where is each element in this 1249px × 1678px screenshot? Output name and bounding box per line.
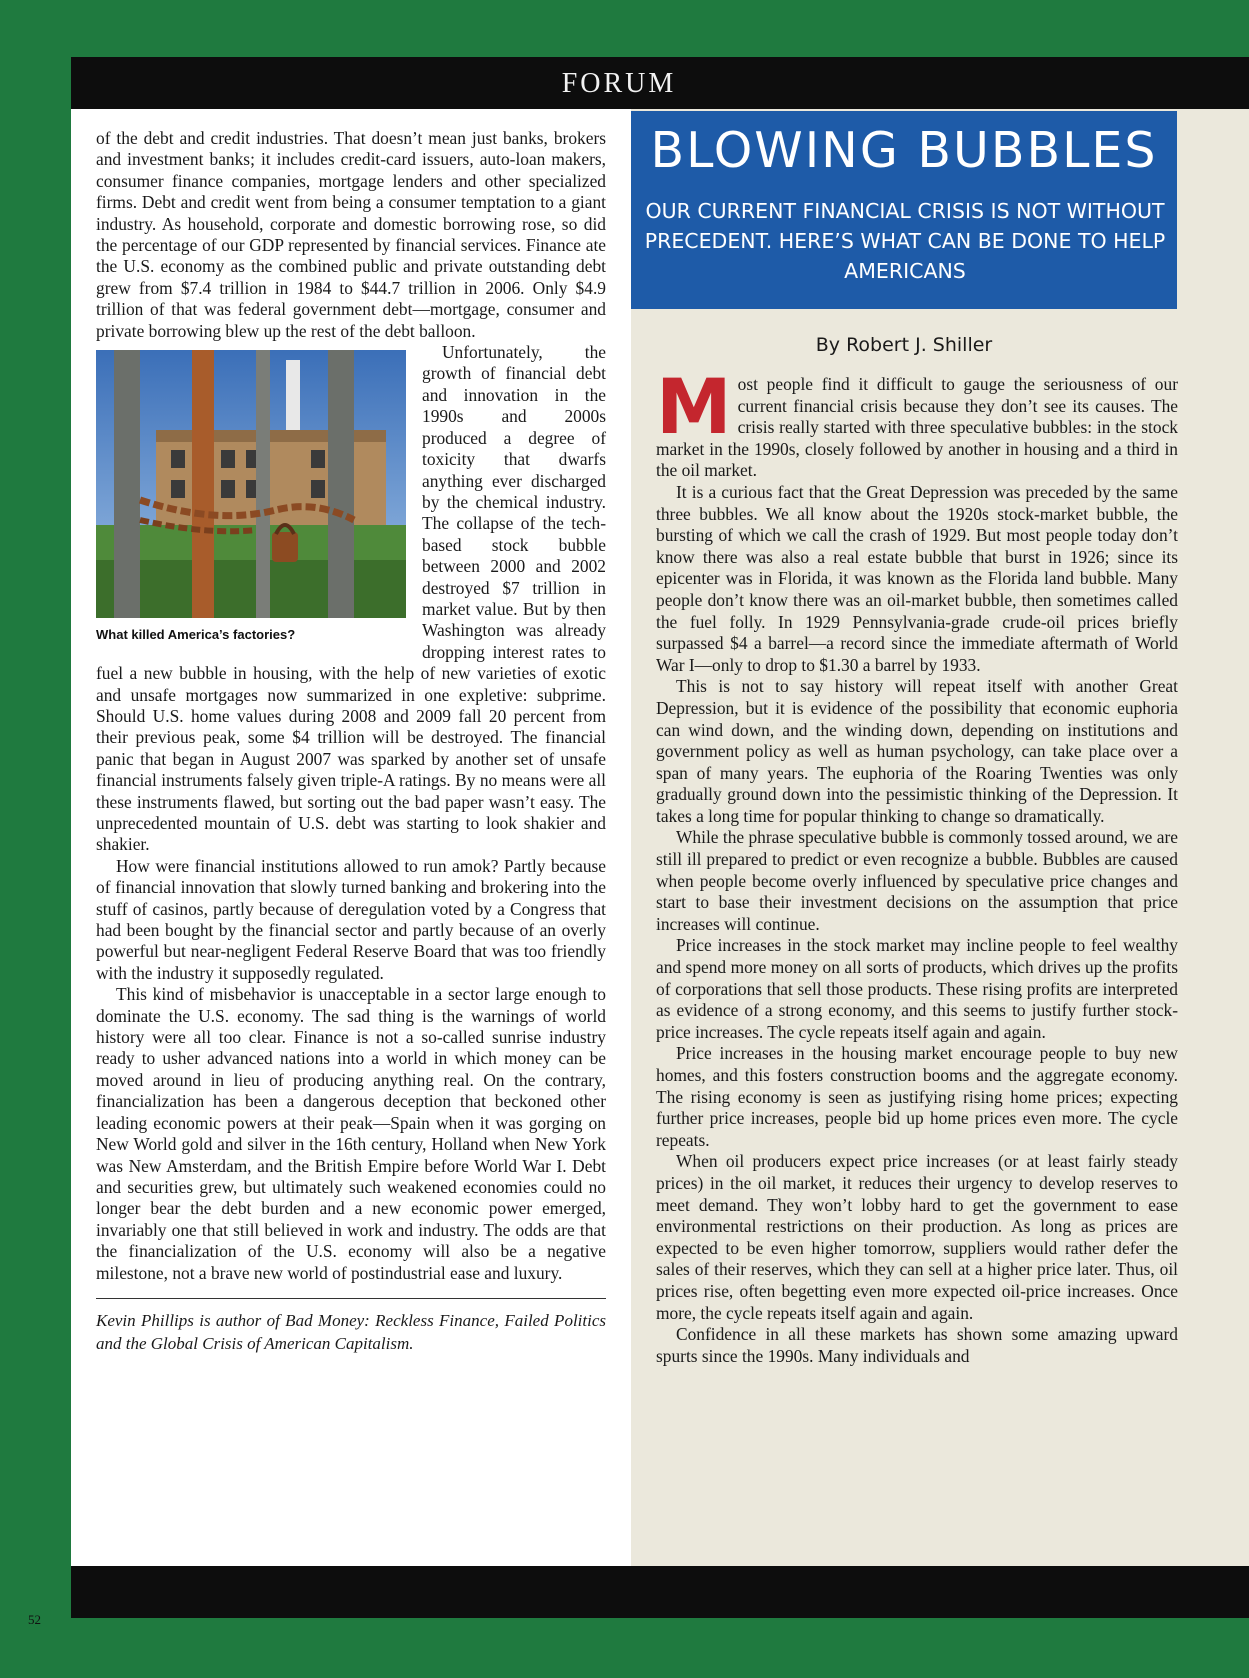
right-column xyxy=(656,362,1178,1367)
left-column xyxy=(96,128,606,1355)
photo-figure xyxy=(96,350,408,645)
divider-rule xyxy=(96,1298,606,1299)
article-headline: BLOWING BUBBLES xyxy=(650,122,1158,179)
article-first-paragraph xyxy=(656,362,1178,482)
author-bio: Kevin Phillips is author of Bad Money: Reckless Finance, Failed Politics and the Global Crisis of American Capitalism. xyxy=(96,1310,606,1353)
factory-gate-photo xyxy=(96,350,406,618)
article-paragraph: This is not to say history will repeat itself with another Great Depression, but it is evidence of the possibility that economic euphoria can wind down, and the winding down, depending on institutions and government policy as well as human psychology, can take place over a span of many years. The euphoria of the Roaring Twenties was only gradually ground down into the pessimistic thinking of the Depression. It takes a long time for popular thinking to change so dramatically. xyxy=(656,676,1178,826)
article-paragraph: It is a curious fact that the Great Depression was preceded by the same three bubbles. We all know about the 1920s stock-market bubble, the bursting of which we call the crash of 1929. But most people today don’t know there was also a real estate bubble that burst in 1926; since its epicenter was in Florida, it was known as the Florida land bubble. Many people don’t know there was an oil-market bubble, then sometimes called the fuel folly. In 1929 Pennsylvania-grade crude-oil prices briefly surpassed $4 a barrel—a record since the immediate aftermath of World War I—only to drop to $1.30 a barrel by 1933. xyxy=(656,481,1178,675)
photo-caption: What killed America’s factories? xyxy=(96,627,296,643)
footer-band xyxy=(71,1566,1249,1618)
left-paragraph: This kind of misbehavior is unacceptable in a sector large enough to dominate the U.S. economy. The sad thing is the warnings of world history were all too clear. Finance is not a so-called sunrise industry ready to usher advanced nations into a world in which money can be moved around in lieu of producing anything real. On the contrary, financialization has been a dangerous deception that beckoned other leading economic powers at their peak—Spain when it was gorging on New World gold and silver in the 16th century, Holland when New York was New Amsterdam, and the British Empire before World War I. Debt and securities grew, but ultimately such weakened economies could no longer bear the debt burden and a new economic power emerged, invariably one that still believed in work and industry. The odds are that the financialization of the U.S. economy will also be a negative milestone, not a brave new world of postindustrial ease and luxury. xyxy=(96,984,606,1283)
left-paragraph: Unfortunately, the growth of financial debt and innovation in the 1990s and 2000s produced a degree of toxicity that dwarfs anything ever discharged by the chemical industry. The collapse of the tech-based stock bubble between 2000 and 2002 destroyed $7 trillion in market value. But by then Washington was already dropping interest rates to fuel a new bubble in housing, with the help of new varieties of exotic and unsafe mortgages now summarized in one expletive: subprime. Should U.S. home values during 2008 and 2009 fall 20 percent from their previous peak, some $4 trillion will be destroyed. The financial panic that began in August 2007 was sparked by another set of unsafe financial instruments falsely given triple-A ratings. By no means were all these instruments flawed, but sorting out the bad paper wasn’t easy. The unprecedented mountain of U.S. debt was starting to look shakier and shakier. xyxy=(96,342,606,855)
first-paragraph-text: ost people find it difficult to gauge the seriousness of our current financial crisis because they don’t see its causes. The crisis really started with three speculative bubbles: in the stock market in the 1990s, closely followed by another in housing and a third in the oil market. xyxy=(656,374,1178,481)
factory-gate-image xyxy=(96,350,406,618)
page-number: 52 xyxy=(28,1612,41,1627)
drop-cap: M xyxy=(656,362,732,451)
article-subhead: OUR CURRENT FINANCIAL CRISIS IS NOT WITHOUT PRECEDENT. HERE’S WHAT CAN BE DONE TO HELP AMERICANS xyxy=(644,199,1166,283)
article-paragraph: Confidence in all these markets has shown some amazing upward spurts since the 1990s. Many individuals and xyxy=(656,1324,1178,1366)
article-paragraph: Price increases in the stock market may incline people to feel wealthy and spend more money on all sorts of products, which drives up the profits of corporations that sell those products. These rising profits are interpreted as evidence of a strong economy, and this seems to justify further stock-price increases. The cycle repeats itself again and again. xyxy=(656,935,1178,1042)
left-paragraph: How were financial institutions allowed to run amok? Partly because of financial innovation that slowly turned banking and brokering into the stuff of casinos, partly because of deregulation voted by a Congress that had been bought by the financial sector and partly because of an overly powerful but near-negligent Federal Reserve Board that was too friendly with the industry it supposedly regulated. xyxy=(96,855,606,983)
left-paragraph: of the debt and credit industries. That doesn’t mean just banks, brokers and investment banks; it includes credit-card issuers, auto-loan makers, consumer finance companies, mortgage lenders and other specialized firms. Debt and credit went from being a consumer temptation to a giant industry. As household, corporate and domestic borrowing rose, so did the percentage of our GDP represented by financial services. Finance ate the U.S. economy as the combined public and private outstanding debt grew from $7.4 trillion in 1984 to $44.7 trillion in 2006. Only $4.9 trillion of that was federal government debt—mortgage, consumer and private borrowing blew up the rest of the debt balloon. xyxy=(96,128,606,341)
article-paragraph: While the phrase speculative bubble is commonly tossed around, we are still ill prepared to predict or even recognize a bubble. Bubbles are caused when people become overly influenced by speculative price changes and start to base their investment decisions on the assumption that price increases will continue. xyxy=(656,827,1178,934)
article-paragraph: When oil producers expect price increases (or at least fairly steady prices) in the oil market, it reduces their urgency to develop reserves to meet demand. They won’t lobby hard to get the government to ease environmental restrictions on their production. As long as prices are expected to be even higher tomorrow, suppliers would rather defer the sales of their reserves, which they can sell at a higher price later. Thus, oil prices rise, often begetting even more expected oil-price increases. Once more, the cycle repeats itself again and again. xyxy=(656,1151,1178,1323)
article-paragraph: Price increases in the housing market encourage people to buy new homes, and this fosters construction booms and the aggregate economy. The rising economy is seen as justifying rising home prices; expecting further price increases, people bid up home prices even more. The cycle repeats. xyxy=(656,1043,1178,1150)
section-title: FORUM xyxy=(561,68,677,99)
article-byline: By Robert J. Shiller xyxy=(815,334,993,356)
